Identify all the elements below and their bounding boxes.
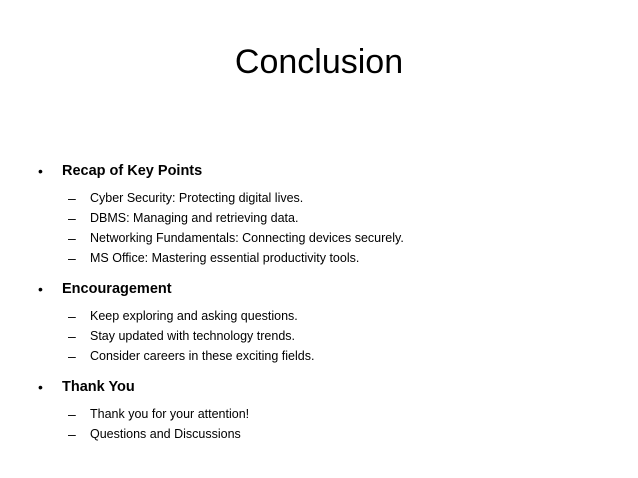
list-item-text: Stay updated with technology trends. (90, 329, 295, 343)
section-thank-you (38, 376, 618, 444)
slide-title: Conclusion (234, 43, 404, 81)
dash-icon: – (68, 230, 76, 246)
list-item (38, 404, 618, 424)
dash-icon: – (68, 426, 76, 442)
sub-list (38, 404, 618, 444)
list-item-text: Thank you for your attention! (90, 407, 250, 421)
list-item-text: Keep exploring and asking questions. (90, 309, 298, 323)
list-item-text: Consider careers in these exciting fields. (90, 349, 315, 363)
dash-icon: – (68, 250, 76, 266)
list-item (38, 346, 618, 366)
list-item (38, 306, 618, 326)
sub-list (38, 188, 618, 268)
bullet-heading (38, 278, 618, 300)
dash-icon: – (68, 190, 76, 206)
bullet-icon: • (38, 281, 43, 297)
dash-icon: – (68, 328, 76, 344)
bullet-heading-text: Recap of Key Points (62, 163, 203, 179)
list-item-text: Networking Fundamentals: Connecting devices securely. (90, 231, 404, 245)
list-item-text: DBMS: Managing and retrieving data. (90, 211, 299, 225)
list-item (38, 228, 618, 248)
dash-icon: – (68, 210, 76, 226)
bullet-heading (38, 160, 618, 182)
section-recap (38, 160, 618, 268)
list-item (38, 188, 618, 208)
bullet-heading-text: Thank You (62, 379, 135, 395)
list-item (38, 248, 618, 268)
bullet-icon: • (38, 163, 43, 179)
dash-icon: – (68, 406, 76, 422)
dash-icon: – (68, 348, 76, 364)
bullet-heading (38, 376, 618, 398)
list-item (38, 424, 618, 444)
slide-content (38, 160, 618, 454)
list-item (38, 208, 618, 228)
section-encouragement (38, 278, 618, 366)
list-item-text: Cyber Security: Protecting digital lives. (90, 191, 304, 205)
list-item-text: MS Office: Mastering essential productivity tools. (90, 251, 360, 265)
list-item-text: Questions and Discussions (90, 427, 241, 441)
sub-list (38, 306, 618, 366)
list-item (38, 326, 618, 346)
bullet-icon: • (38, 379, 43, 395)
bullet-heading-text: Encouragement (62, 281, 172, 297)
dash-icon: – (68, 308, 76, 324)
